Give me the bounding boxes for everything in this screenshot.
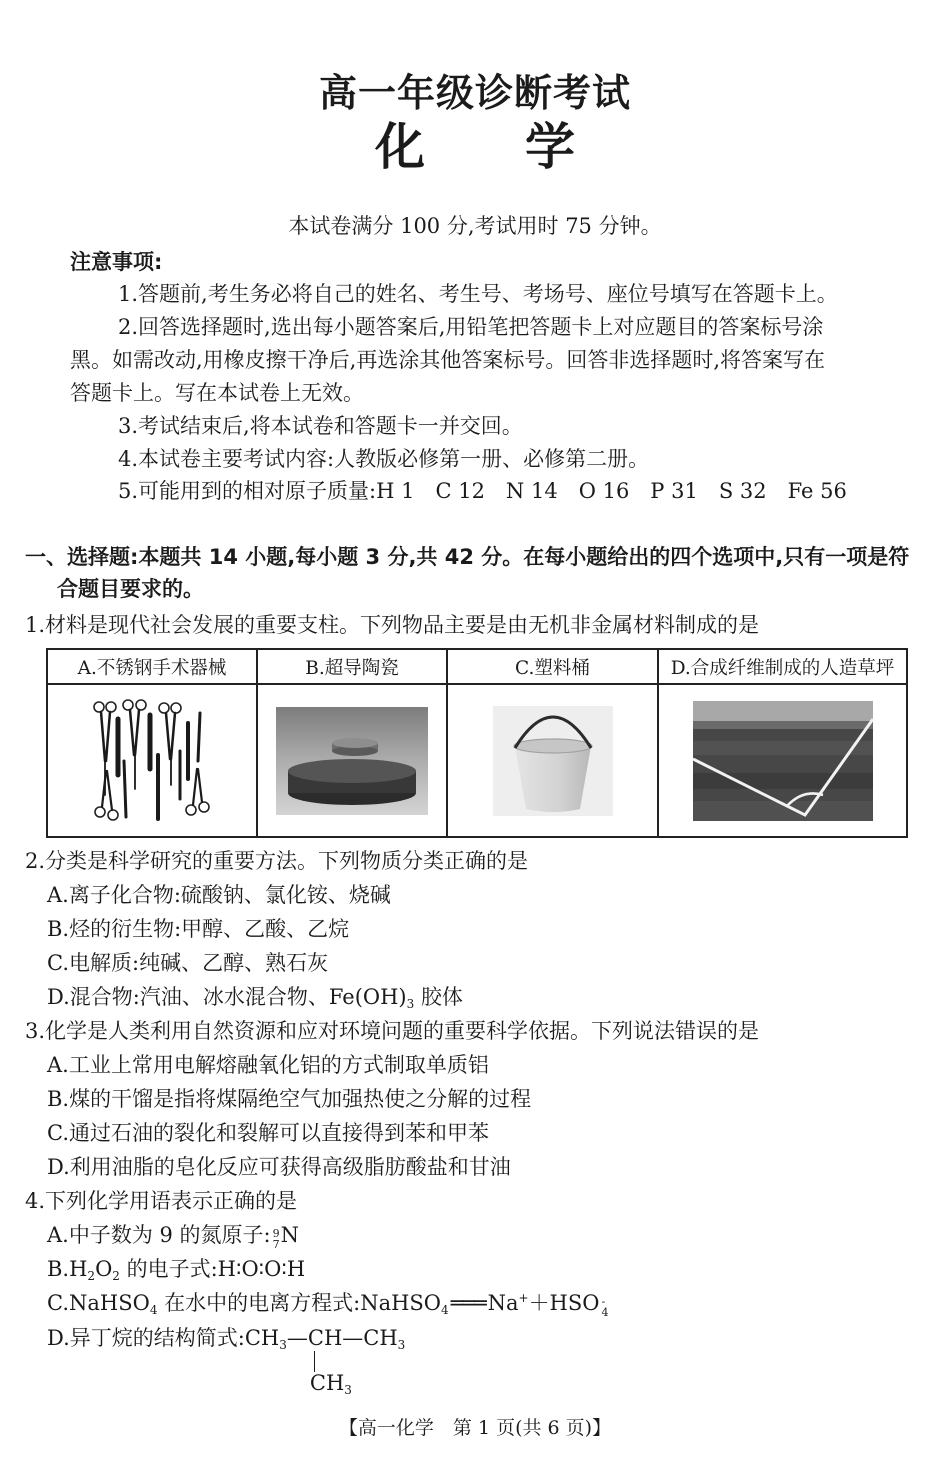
note-line: 3.考试结束后,将本试卷和答题卡一并交回。: [118, 414, 523, 438]
exam-title: 高一年级诊断考试: [318, 71, 631, 115]
question-3-option-a: A.工业上常用电解熔融氧化铝的方式制取单质铝: [47, 1053, 489, 1077]
question-2-option-b: B.烃的衍生物:甲醇、乙酸、乙烷: [47, 917, 350, 941]
mass-number: 9: [272, 1227, 280, 1240]
page-footer: 【高一化学 第 1 页(共 6 页)】: [338, 1417, 612, 1439]
subscript: 3: [344, 1383, 352, 1397]
option-text: D.混合物:汽油、冰水混合物、Fe(OH): [47, 985, 407, 1009]
question-3-option-d: D.利用油脂的皂化反应可获得高级脂肪酸盐和甘油: [47, 1155, 511, 1179]
nuclide-numbers: [273, 1228, 280, 1250]
subject-title: 化 学: [375, 118, 575, 176]
surgical-instruments-image: [92, 699, 212, 823]
subscript: 4: [441, 1303, 449, 1317]
table-header-a: A.不锈钢手术器械: [48, 650, 258, 685]
table-cell-a: [48, 685, 258, 836]
table-header-c: C.塑料桶: [448, 650, 659, 685]
superscript: +: [518, 1291, 529, 1305]
artificial-turf-image: [693, 701, 873, 821]
option-text: —CH: [342, 1326, 398, 1350]
question-3-stem: 3.化学是人类利用自然资源和应对环境问题的重要科学依据。下列说法错误的是: [25, 1019, 760, 1043]
bond-dash: —: [286, 1326, 308, 1350]
question-2-option-a: A.离子化合物:硫酸钠、氯化铵、烧碱: [47, 883, 391, 907]
question-4-stem: 4.下列化学用语表示正确的是: [25, 1189, 298, 1213]
question-4-option-a: [47, 1222, 299, 1250]
option-text: A.中子数为 9 的氮原子:: [47, 1223, 271, 1247]
exam-intro: 本试卷满分 100 分,考试用时 75 分钟。: [288, 214, 662, 238]
note-line: 答题卡上。写在本试卷上无效。: [70, 381, 364, 405]
subscript: 4: [149, 1303, 158, 1317]
note-line: 4.本试卷主要考试内容:人教版必修第一册、必修第二册。: [118, 447, 650, 471]
option-text: 的电子式:H∶O∶O∶H: [119, 1257, 306, 1281]
subscript: 3: [279, 1338, 287, 1352]
ch-group: CH: [309, 1371, 345, 1395]
subscript: 3: [406, 997, 415, 1011]
option-text: Na: [487, 1291, 519, 1315]
note-line: 2.回答选择题时,选出每小题答案后,用铅笔把答题卡上对应题目的答案标号涂: [118, 315, 824, 339]
section-heading: 一、选择题:本题共 14 小题,每小题 3 分,共 42 分。在每小题给出的四个选项中,只有一项是符: [25, 545, 910, 569]
question-2-option-c: C.电解质:纯碱、乙醇、熟石灰: [47, 951, 329, 975]
subscript: 2: [112, 1269, 120, 1283]
question-3-option-c: C.通过石油的裂化和裂解可以直接得到苯和甲苯: [47, 1121, 489, 1145]
option-text: 胶体: [414, 985, 463, 1009]
equation-sign: ═══: [450, 1291, 486, 1315]
table-cell-d: [659, 685, 906, 836]
question-1-options-table: [46, 648, 908, 838]
table-cell-c: [448, 685, 659, 836]
option-text: C.NaHSO: [47, 1291, 150, 1315]
question-1-stem: 1.材料是现代社会发展的重要支柱。下列物品主要是由无机非金属材料制成的是: [25, 613, 760, 637]
option-text: ＋HSO: [528, 1291, 600, 1315]
charge: -: [601, 1295, 606, 1308]
note-line: 5.可能用到的相对原子质量:H 1 C 12 N 14 O 16 P 31 S 32 Fe 56: [118, 479, 847, 503]
question-4-option-d: [47, 1325, 406, 1397]
question-3-option-b: B.煤的干馏是指将煤隔绝空气加强热使之分解的过程: [47, 1087, 532, 1111]
table-header-d: D.合成纤维制成的人造草坪: [659, 650, 906, 685]
option-text: O: [95, 1257, 113, 1281]
ch-group: CH: [307, 1326, 343, 1350]
subscript: 4: [601, 1306, 609, 1319]
section-heading-cont: 合题目要求的。: [57, 577, 204, 601]
option-text: 在水中的电离方程式:NaHSO: [157, 1291, 442, 1315]
note-line: 1.答题前,考生务必将自己的姓名、考生号、考场号、座位号填写在答题卡上。: [118, 282, 838, 306]
plastic-bucket-image: [493, 706, 613, 816]
atomic-number: 7: [272, 1238, 280, 1251]
question-4-option-c: [47, 1290, 609, 1318]
question-4-option-b: [47, 1256, 305, 1282]
question-2-option-d: [47, 984, 463, 1010]
superconducting-ceramic-image: [276, 707, 428, 815]
notes-heading: 注意事项:: [70, 250, 163, 274]
question-2-stem: 2.分类是科学研究的重要方法。下列物质分类正确的是: [25, 849, 529, 873]
element-symbol: N: [280, 1223, 300, 1247]
methyl-branch: [310, 1370, 352, 1396]
ion-sub-sup: [601, 1296, 608, 1318]
note-line: 黑。如需改动,用橡皮擦干净后,再选涂其他答案标号。回答非选择题时,将答案写在: [70, 348, 826, 372]
subscript: 3: [397, 1338, 406, 1352]
branch-carbon: [307, 1325, 352, 1397]
table-header-b: B.超导陶瓷: [258, 650, 448, 685]
option-text: D.异丁烷的结构简式:CH: [47, 1326, 280, 1350]
table-cell-b: [258, 685, 448, 836]
subscript: 2: [87, 1269, 96, 1283]
option-text: B.H: [47, 1257, 88, 1281]
vertical-bond: [314, 1351, 315, 1372]
